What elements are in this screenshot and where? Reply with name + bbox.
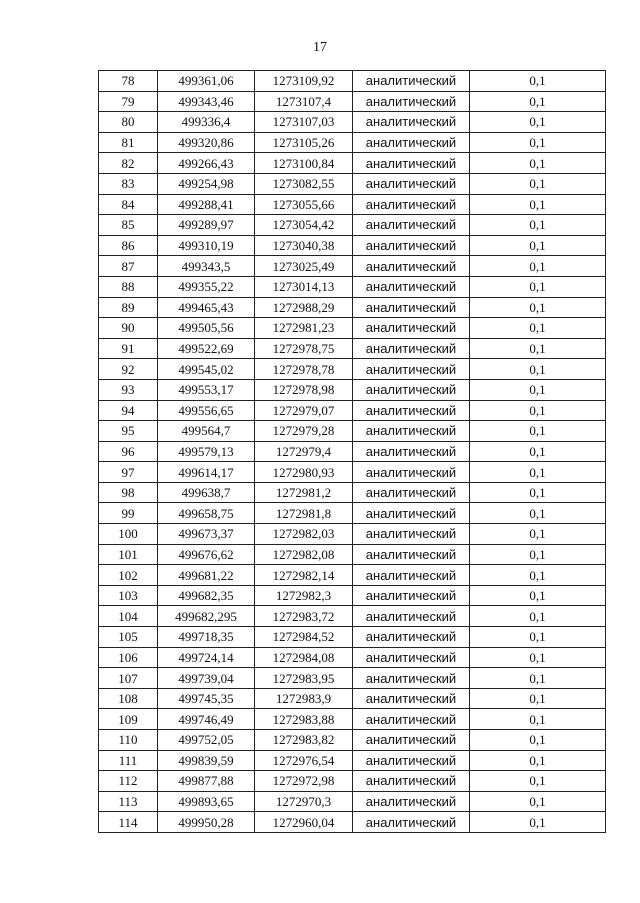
y-coordinate-cell: 1272984,52	[255, 627, 353, 648]
error-cell: 0,1	[470, 688, 606, 709]
table-row	[99, 606, 606, 627]
x-coordinate-cell: 499553,17	[158, 379, 255, 400]
y-coordinate-cell: 1273014,13	[255, 276, 353, 297]
method-cell: аналитический	[353, 565, 470, 586]
error-cell: 0,1	[470, 338, 606, 359]
point-number-cell: 100	[99, 524, 158, 545]
y-coordinate-cell: 1272970,3	[255, 791, 353, 812]
x-coordinate-cell: 499343,5	[158, 256, 255, 277]
point-number-cell: 81	[99, 132, 158, 153]
y-coordinate-cell: 1272979,28	[255, 421, 353, 442]
y-coordinate-cell: 1273107,4	[255, 91, 353, 112]
table-row	[99, 153, 606, 174]
y-coordinate-cell: 1273054,42	[255, 215, 353, 236]
method-cell: аналитический	[353, 132, 470, 153]
point-number-cell: 97	[99, 462, 158, 483]
table-row	[99, 215, 606, 236]
table-row	[99, 338, 606, 359]
point-number-cell: 102	[99, 565, 158, 586]
y-coordinate-cell: 1272980,93	[255, 462, 353, 483]
point-number-cell: 108	[99, 688, 158, 709]
x-coordinate-cell: 499673,37	[158, 524, 255, 545]
error-cell: 0,1	[470, 750, 606, 771]
point-number-cell: 78	[99, 71, 158, 92]
point-number-cell: 106	[99, 647, 158, 668]
method-cell: аналитический	[353, 338, 470, 359]
table-row	[99, 524, 606, 545]
method-cell: аналитический	[353, 688, 470, 709]
point-number-cell: 94	[99, 400, 158, 421]
y-coordinate-cell: 1273109,92	[255, 71, 353, 92]
y-coordinate-cell: 1273025,49	[255, 256, 353, 277]
error-cell: 0,1	[470, 730, 606, 751]
x-coordinate-cell: 499289,97	[158, 215, 255, 236]
y-coordinate-cell: 1272982,14	[255, 565, 353, 586]
error-cell: 0,1	[470, 153, 606, 174]
point-number-cell: 82	[99, 153, 158, 174]
method-cell: аналитический	[353, 379, 470, 400]
method-cell: аналитический	[353, 812, 470, 833]
point-number-cell: 91	[99, 338, 158, 359]
x-coordinate-cell: 499752,05	[158, 730, 255, 751]
coordinates-table-body	[99, 71, 606, 833]
table-row	[99, 709, 606, 730]
x-coordinate-cell: 499950,28	[158, 812, 255, 833]
table-row	[99, 421, 606, 442]
error-cell: 0,1	[470, 132, 606, 153]
error-cell: 0,1	[470, 544, 606, 565]
method-cell: аналитический	[353, 400, 470, 421]
table-row	[99, 730, 606, 751]
table-row	[99, 482, 606, 503]
x-coordinate-cell: 499638,7	[158, 482, 255, 503]
y-coordinate-cell: 1272976,54	[255, 750, 353, 771]
error-cell: 0,1	[470, 173, 606, 194]
y-coordinate-cell: 1273040,38	[255, 235, 353, 256]
y-coordinate-cell: 1272981,23	[255, 318, 353, 339]
table-row	[99, 276, 606, 297]
point-number-cell: 90	[99, 318, 158, 339]
point-number-cell: 84	[99, 194, 158, 215]
method-cell: аналитический	[353, 668, 470, 689]
page-number: 17	[313, 40, 327, 55]
method-cell: аналитический	[353, 153, 470, 174]
point-number-cell: 86	[99, 235, 158, 256]
point-number-cell: 98	[99, 482, 158, 503]
table-row	[99, 544, 606, 565]
table-row	[99, 462, 606, 483]
method-cell: аналитический	[353, 647, 470, 668]
table-row	[99, 71, 606, 92]
method-cell: аналитический	[353, 709, 470, 730]
table-row	[99, 750, 606, 771]
table-row	[99, 173, 606, 194]
method-cell: аналитический	[353, 318, 470, 339]
x-coordinate-cell: 499682,35	[158, 585, 255, 606]
error-cell: 0,1	[470, 318, 606, 339]
table-row	[99, 503, 606, 524]
y-coordinate-cell: 1272981,2	[255, 482, 353, 503]
table-row	[99, 297, 606, 318]
y-coordinate-cell: 1272978,75	[255, 338, 353, 359]
point-number-cell: 112	[99, 771, 158, 792]
point-number-cell: 101	[99, 544, 158, 565]
x-coordinate-cell: 499746,49	[158, 709, 255, 730]
table-row	[99, 400, 606, 421]
point-number-cell: 111	[99, 750, 158, 771]
table-row	[99, 318, 606, 339]
x-coordinate-cell: 499745,35	[158, 688, 255, 709]
point-number-cell: 89	[99, 297, 158, 318]
error-cell: 0,1	[470, 709, 606, 730]
x-coordinate-cell: 499310,19	[158, 235, 255, 256]
table-row	[99, 235, 606, 256]
x-coordinate-cell: 499718,35	[158, 627, 255, 648]
y-coordinate-cell: 1272960,04	[255, 812, 353, 833]
error-cell: 0,1	[470, 812, 606, 833]
y-coordinate-cell: 1272983,95	[255, 668, 353, 689]
x-coordinate-cell: 499676,62	[158, 544, 255, 565]
error-cell: 0,1	[470, 771, 606, 792]
table-row	[99, 379, 606, 400]
x-coordinate-cell: 499564,7	[158, 421, 255, 442]
x-coordinate-cell: 499682,295	[158, 606, 255, 627]
error-cell: 0,1	[470, 606, 606, 627]
table-row	[99, 812, 606, 833]
error-cell: 0,1	[470, 235, 606, 256]
error-cell: 0,1	[470, 565, 606, 586]
x-coordinate-cell: 499724,14	[158, 647, 255, 668]
y-coordinate-cell: 1272983,9	[255, 688, 353, 709]
method-cell: аналитический	[353, 791, 470, 812]
y-coordinate-cell: 1272983,82	[255, 730, 353, 751]
error-cell: 0,1	[470, 194, 606, 215]
x-coordinate-cell: 499336,4	[158, 112, 255, 133]
y-coordinate-cell: 1272978,78	[255, 359, 353, 380]
table-row	[99, 91, 606, 112]
point-number-cell: 87	[99, 256, 158, 277]
point-number-cell: 83	[99, 173, 158, 194]
method-cell: аналитический	[353, 112, 470, 133]
method-cell: аналитический	[353, 235, 470, 256]
method-cell: аналитический	[353, 256, 470, 277]
table-row	[99, 194, 606, 215]
method-cell: аналитический	[353, 215, 470, 236]
method-cell: аналитический	[353, 91, 470, 112]
error-cell: 0,1	[470, 359, 606, 380]
x-coordinate-cell: 499522,69	[158, 338, 255, 359]
y-coordinate-cell: 1273082,55	[255, 173, 353, 194]
x-coordinate-cell: 499320,86	[158, 132, 255, 153]
error-cell: 0,1	[470, 482, 606, 503]
error-cell: 0,1	[470, 421, 606, 442]
method-cell: аналитический	[353, 173, 470, 194]
point-number-cell: 80	[99, 112, 158, 133]
point-number-cell: 104	[99, 606, 158, 627]
error-cell: 0,1	[470, 524, 606, 545]
error-cell: 0,1	[470, 668, 606, 689]
error-cell: 0,1	[470, 791, 606, 812]
method-cell: аналитический	[353, 503, 470, 524]
method-cell: аналитический	[353, 462, 470, 483]
y-coordinate-cell: 1272983,72	[255, 606, 353, 627]
error-cell: 0,1	[470, 400, 606, 421]
point-number-cell: 107	[99, 668, 158, 689]
y-coordinate-cell: 1272978,98	[255, 379, 353, 400]
x-coordinate-cell: 499505,56	[158, 318, 255, 339]
table-row	[99, 627, 606, 648]
point-number-cell: 113	[99, 791, 158, 812]
point-number-cell: 103	[99, 585, 158, 606]
point-number-cell: 93	[99, 379, 158, 400]
x-coordinate-cell: 499288,41	[158, 194, 255, 215]
x-coordinate-cell: 499658,75	[158, 503, 255, 524]
point-number-cell: 99	[99, 503, 158, 524]
y-coordinate-cell: 1272982,08	[255, 544, 353, 565]
y-coordinate-cell: 1272981,8	[255, 503, 353, 524]
error-cell: 0,1	[470, 627, 606, 648]
x-coordinate-cell: 499893,65	[158, 791, 255, 812]
method-cell: аналитический	[353, 627, 470, 648]
x-coordinate-cell: 499361,06	[158, 71, 255, 92]
coordinates-table	[98, 70, 606, 833]
error-cell: 0,1	[470, 297, 606, 318]
x-coordinate-cell: 499556,65	[158, 400, 255, 421]
y-coordinate-cell: 1272984,08	[255, 647, 353, 668]
y-coordinate-cell: 1273055,66	[255, 194, 353, 215]
table-row	[99, 359, 606, 380]
point-number-cell: 105	[99, 627, 158, 648]
y-coordinate-cell: 1272982,03	[255, 524, 353, 545]
error-cell: 0,1	[470, 71, 606, 92]
y-coordinate-cell: 1272972,98	[255, 771, 353, 792]
method-cell: аналитический	[353, 606, 470, 627]
x-coordinate-cell: 499579,13	[158, 441, 255, 462]
table-row	[99, 791, 606, 812]
x-coordinate-cell: 499839,59	[158, 750, 255, 771]
point-number-cell: 79	[99, 91, 158, 112]
error-cell: 0,1	[470, 256, 606, 277]
method-cell: аналитический	[353, 482, 470, 503]
error-cell: 0,1	[470, 585, 606, 606]
error-cell: 0,1	[470, 503, 606, 524]
point-number-cell: 95	[99, 421, 158, 442]
y-coordinate-cell: 1273100,84	[255, 153, 353, 174]
method-cell: аналитический	[353, 585, 470, 606]
x-coordinate-cell: 499739,04	[158, 668, 255, 689]
y-coordinate-cell: 1272979,4	[255, 441, 353, 462]
table-row	[99, 132, 606, 153]
method-cell: аналитический	[353, 276, 470, 297]
table-row	[99, 112, 606, 133]
point-number-cell: 88	[99, 276, 158, 297]
y-coordinate-cell: 1272982,3	[255, 585, 353, 606]
y-coordinate-cell: 1272983,88	[255, 709, 353, 730]
point-number-cell: 96	[99, 441, 158, 462]
y-coordinate-cell: 1273105,26	[255, 132, 353, 153]
x-coordinate-cell: 499545,02	[158, 359, 255, 380]
point-number-cell: 114	[99, 812, 158, 833]
method-cell: аналитический	[353, 194, 470, 215]
x-coordinate-cell: 499266,43	[158, 153, 255, 174]
x-coordinate-cell: 499614,17	[158, 462, 255, 483]
error-cell: 0,1	[470, 379, 606, 400]
x-coordinate-cell: 499681,22	[158, 565, 255, 586]
y-coordinate-cell: 1272979,07	[255, 400, 353, 421]
method-cell: аналитический	[353, 524, 470, 545]
error-cell: 0,1	[470, 91, 606, 112]
x-coordinate-cell: 499343,46	[158, 91, 255, 112]
method-cell: аналитический	[353, 750, 470, 771]
table-row	[99, 585, 606, 606]
table-row	[99, 565, 606, 586]
table-row	[99, 256, 606, 277]
method-cell: аналитический	[353, 359, 470, 380]
error-cell: 0,1	[470, 276, 606, 297]
error-cell: 0,1	[470, 647, 606, 668]
table-row	[99, 668, 606, 689]
table-row	[99, 771, 606, 792]
table-row	[99, 647, 606, 668]
y-coordinate-cell: 1272988,29	[255, 297, 353, 318]
method-cell: аналитический	[353, 544, 470, 565]
x-coordinate-cell: 499355,22	[158, 276, 255, 297]
x-coordinate-cell: 499465,43	[158, 297, 255, 318]
error-cell: 0,1	[470, 441, 606, 462]
point-number-cell: 92	[99, 359, 158, 380]
point-number-cell: 109	[99, 709, 158, 730]
method-cell: аналитический	[353, 730, 470, 751]
method-cell: аналитический	[353, 421, 470, 442]
point-number-cell: 110	[99, 730, 158, 751]
method-cell: аналитический	[353, 771, 470, 792]
table-row	[99, 688, 606, 709]
method-cell: аналитический	[353, 441, 470, 462]
point-number-cell: 85	[99, 215, 158, 236]
error-cell: 0,1	[470, 215, 606, 236]
x-coordinate-cell: 499877,88	[158, 771, 255, 792]
method-cell: аналитический	[353, 71, 470, 92]
x-coordinate-cell: 499254,98	[158, 173, 255, 194]
error-cell: 0,1	[470, 112, 606, 133]
y-coordinate-cell: 1273107,03	[255, 112, 353, 133]
error-cell: 0,1	[470, 462, 606, 483]
method-cell: аналитический	[353, 297, 470, 318]
table-row	[99, 441, 606, 462]
